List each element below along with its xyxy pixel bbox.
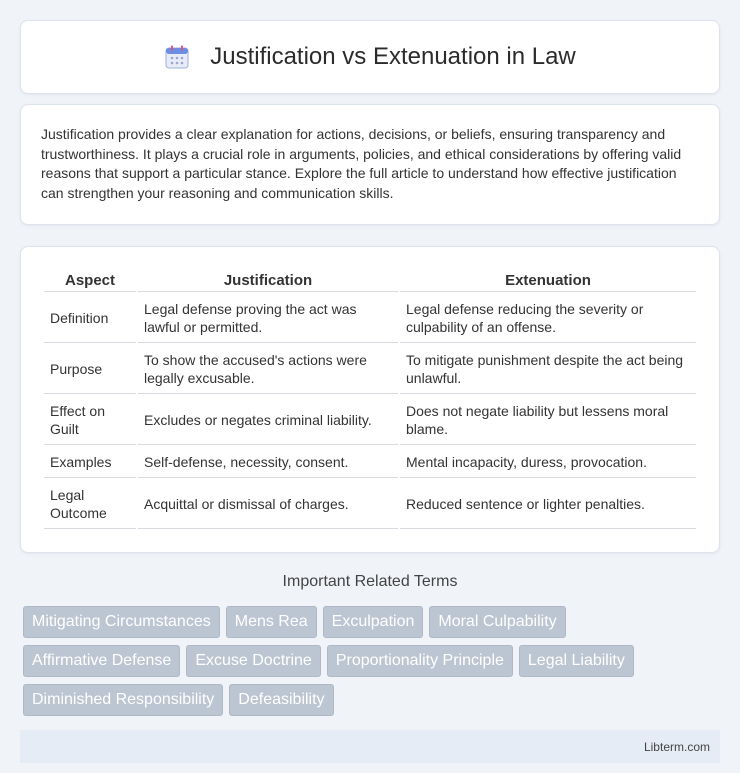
row-extenuation: Does not negate liability but lessens moral blame. xyxy=(400,396,696,445)
tag-mens-rea[interactable]: Mens Rea xyxy=(226,606,317,638)
tag-exculpation[interactable]: Exculpation xyxy=(323,606,424,638)
table-row xyxy=(44,396,696,445)
related-terms-title: Important Related Terms xyxy=(282,573,458,590)
table-row xyxy=(44,294,696,343)
row-extenuation: Mental incapacity, duress, provocation. xyxy=(400,447,696,478)
row-aspect: Effect on Guilt xyxy=(44,396,136,445)
row-extenuation: Reduced sentence or lighter penalties. xyxy=(400,480,696,529)
tag-excuse-doctrine[interactable]: Excuse Doctrine xyxy=(186,645,321,677)
footer-site-link[interactable]: Libterm.com xyxy=(643,739,710,754)
table-header-row xyxy=(44,269,696,292)
tag-moral-culpability[interactable]: Moral Culpability xyxy=(429,606,565,638)
tag-defeasibility[interactable]: Defeasibility xyxy=(229,684,333,716)
header-aspect: Aspect xyxy=(44,269,136,292)
table-row xyxy=(44,480,696,529)
row-extenuation: To mitigate punishment despite the act being unlawful. xyxy=(400,345,696,394)
intro-text: Justification provides a clear explanation for actions, decisions, or beliefs, ensuring transparency and trustworthiness. It plays a crucial role in arguments, policies, and ethical considerations by offering valid reasons that support a particular stance. Explore the full article to understand how effective justification can strengthen your reasoning and communication skills. xyxy=(41,126,682,201)
page-title: Justification vs Extenuation in Law xyxy=(210,43,576,70)
row-justification: To show the accused's actions were legally excusable. xyxy=(138,345,398,394)
tag-mitigating-circumstances[interactable]: Mitigating Circumstances xyxy=(23,606,220,638)
calendar-icon xyxy=(164,44,190,70)
related-terms-list xyxy=(20,606,720,716)
table-row xyxy=(44,447,696,478)
intro-card xyxy=(20,104,720,225)
table-row xyxy=(44,345,696,394)
row-justification: Self-defense, necessity, consent. xyxy=(138,447,398,478)
comparison-table xyxy=(42,267,698,531)
footer xyxy=(20,730,720,763)
header-extenuation: Extenuation xyxy=(400,269,696,292)
tag-legal-liability[interactable]: Legal Liability xyxy=(519,645,634,677)
row-justification: Acquittal or dismissal of charges. xyxy=(138,480,398,529)
page-header xyxy=(20,20,720,94)
row-justification: Excludes or negates criminal liability. xyxy=(138,396,398,445)
row-extenuation: Legal defense reducing the severity or culpability of an offense. xyxy=(400,294,696,343)
tag-affirmative-defense[interactable]: Affirmative Defense xyxy=(23,645,180,677)
row-justification: Legal defense proving the act was lawful or permitted. xyxy=(138,294,398,343)
row-aspect: Purpose xyxy=(44,345,136,394)
comparison-table-card xyxy=(20,246,720,553)
header-justification: Justification xyxy=(138,269,398,292)
row-aspect: Examples xyxy=(44,447,136,478)
row-aspect: Definition xyxy=(44,294,136,343)
tag-diminished-responsibility[interactable]: Diminished Responsibility xyxy=(23,684,223,716)
row-aspect: Legal Outcome xyxy=(44,480,136,529)
tag-proportionality-principle[interactable]: Proportionality Principle xyxy=(327,645,513,677)
